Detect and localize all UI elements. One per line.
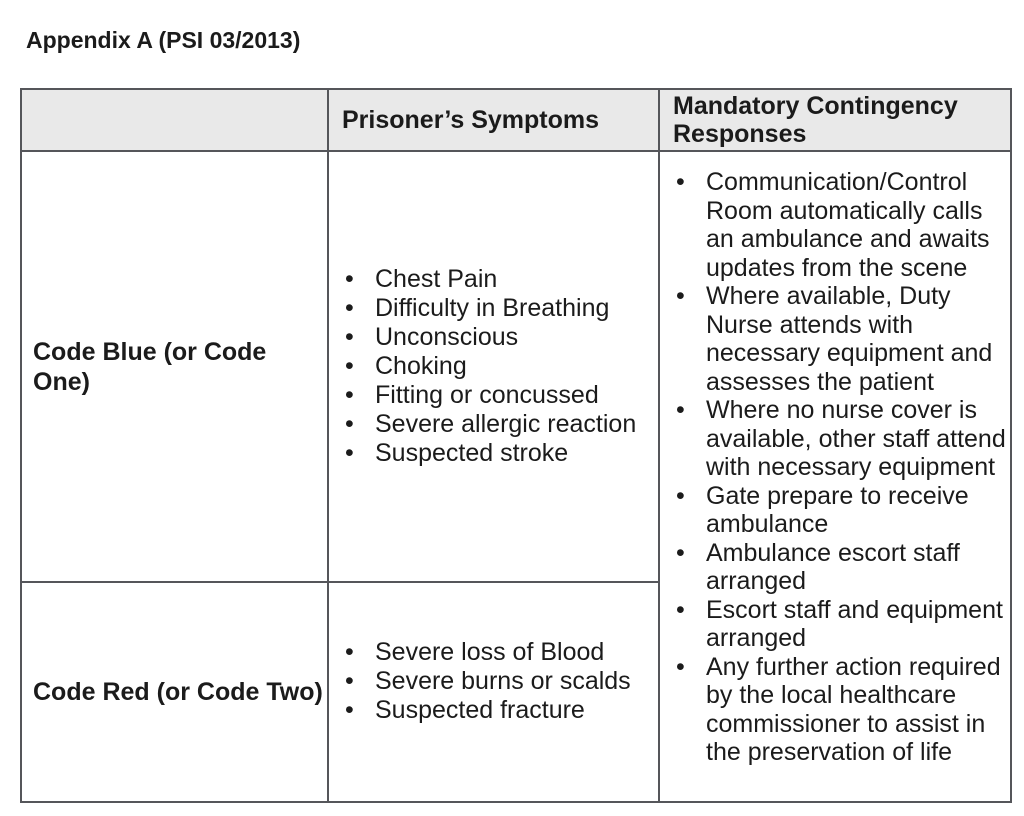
- code-blue-cell: [21, 151, 328, 582]
- code-red-symptoms-list: [345, 638, 656, 725]
- list-item: • Suspected fracture: [345, 696, 656, 725]
- list-item: • Any further action required by the local healthcare commissioner to assist in the preservation of life: [676, 653, 1008, 767]
- bullet-icon: [676, 482, 706, 511]
- bullet-icon: [345, 381, 375, 410]
- code-blue-symptoms-list: [345, 265, 656, 468]
- bullet-icon: [345, 410, 375, 439]
- list-item: • Escort staff and equipment arranged: [676, 596, 1008, 653]
- table-header-row: [21, 89, 1011, 151]
- code-red-label: Code Red (or Code Two): [33, 678, 323, 706]
- list-item: • Where available, Duty Nurse attends with necessary equipment and assesses the patient: [676, 282, 1008, 396]
- header-cell-symptoms: Prisoner’s Symptoms: [328, 89, 659, 151]
- code-red-symptoms-cell: [328, 582, 659, 802]
- table-row-code-blue: [21, 151, 1011, 582]
- list-item: • Suspected stroke: [345, 439, 656, 468]
- list-item: • Choking: [345, 352, 656, 381]
- list-item: • Chest Pain: [345, 265, 656, 294]
- list-item: • Where no nurse cover is available, other staff attend with necessary equipment: [676, 396, 1008, 482]
- bullet-icon: [345, 323, 375, 352]
- bullet-icon: [676, 539, 706, 568]
- list-item: • Difficulty in Breathing: [345, 294, 656, 323]
- list-item: • Severe allergic reaction: [345, 410, 656, 439]
- contingency-table: [20, 88, 1012, 803]
- header-cell-empty: [21, 89, 328, 151]
- list-item: • Communication/Control Room automatically calls an ambulance and awaits updates from the scene: [676, 168, 1008, 282]
- code-red-cell: [21, 582, 328, 802]
- header-cell-responses: Mandatory Contingency Responses: [659, 89, 1011, 151]
- list-item: • Ambulance escort staff arranged: [676, 539, 1008, 596]
- list-item: • Fitting or concussed: [345, 381, 656, 410]
- bullet-icon: [345, 352, 375, 381]
- bullet-icon: [676, 282, 706, 311]
- list-item: • Unconscious: [345, 323, 656, 352]
- responses-cell: [659, 151, 1011, 802]
- bullet-icon: [676, 596, 706, 625]
- list-item: • Severe loss of Blood: [345, 638, 656, 667]
- bullet-icon: [676, 396, 706, 425]
- bullet-icon: [345, 638, 375, 667]
- page-title: Appendix A (PSI 03/2013): [26, 27, 301, 53]
- bullet-icon: [345, 265, 375, 294]
- code-blue-symptoms-cell: [328, 151, 659, 582]
- code-blue-label: Code Blue (or Code One): [33, 337, 267, 396]
- list-item: • Gate prepare to receive ambulance: [676, 482, 1008, 539]
- bullet-icon: [676, 168, 706, 197]
- bullet-icon: [345, 439, 375, 468]
- bullet-icon: [676, 653, 706, 682]
- bullet-icon: [345, 294, 375, 323]
- bullet-icon: [345, 696, 375, 725]
- bullet-icon: [345, 667, 375, 696]
- responses-list: [676, 168, 1008, 767]
- list-item: • Severe burns or scalds: [345, 667, 656, 696]
